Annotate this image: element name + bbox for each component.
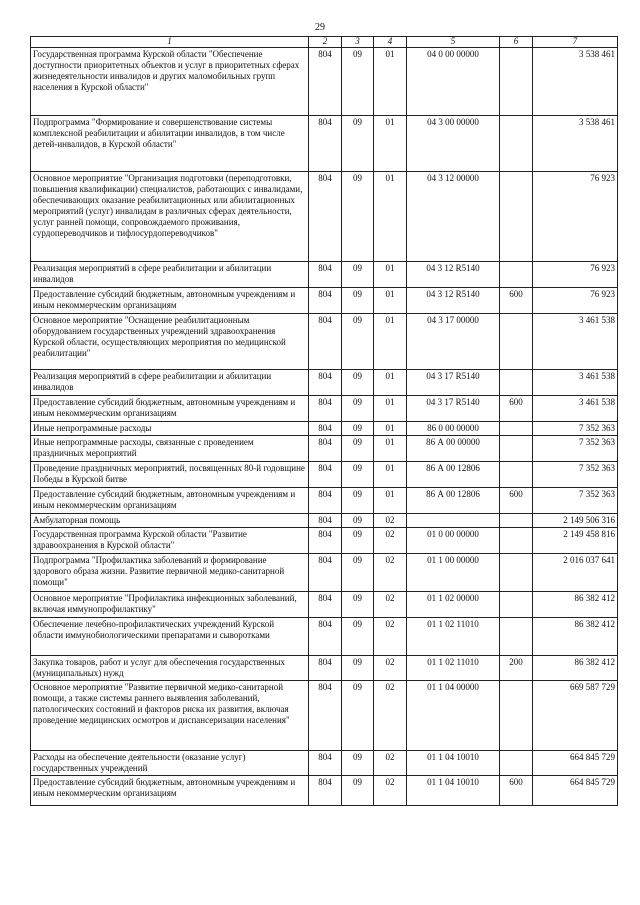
row-vr <box>500 618 533 656</box>
row-pr: 01 <box>374 172 407 262</box>
row-grbs: 804 <box>309 288 342 314</box>
row-vr <box>500 262 533 288</box>
row-rz: 09 <box>342 776 374 806</box>
row-vr <box>500 681 533 751</box>
row-vr <box>500 422 533 436</box>
row-grbs: 804 <box>309 422 342 436</box>
row-sum: 7 352 363 <box>533 422 618 436</box>
row-name: Иные непрограммные расходы <box>31 422 309 436</box>
row-rz: 09 <box>342 592 374 618</box>
budget-table <box>30 36 618 806</box>
row-csr: 01 1 04 10010 <box>407 776 500 806</box>
row-vr <box>500 370 533 396</box>
row-pr: 01 <box>374 396 407 422</box>
row-pr: 02 <box>374 776 407 806</box>
row-csr: 04 3 17 00000 <box>407 314 500 370</box>
table-row <box>31 288 618 314</box>
table-row <box>31 618 618 656</box>
table-row <box>31 262 618 288</box>
row-vr <box>500 528 533 554</box>
row-pr: 02 <box>374 618 407 656</box>
row-name: Предоставление субсидий бюджетным, автономным учреждениям и иным некоммерческим организациям <box>31 488 309 514</box>
table-row <box>31 554 618 592</box>
header-cell: 4 <box>374 37 407 48</box>
row-csr: 04 3 12 00000 <box>407 172 500 262</box>
row-name: Проведение праздничных мероприятий, посвященных 80-й годовщине Победы в Курской битве <box>31 462 309 488</box>
row-sum: 3 461 538 <box>533 314 618 370</box>
row-rz: 09 <box>342 314 374 370</box>
row-sum: 3 538 461 <box>533 48 618 116</box>
row-grbs: 804 <box>309 396 342 422</box>
row-sum: 2 016 037 641 <box>533 554 618 592</box>
row-grbs: 804 <box>309 262 342 288</box>
row-rz: 09 <box>342 488 374 514</box>
row-vr <box>500 462 533 488</box>
row-pr: 01 <box>374 288 407 314</box>
row-pr: 01 <box>374 436 407 462</box>
row-vr <box>500 554 533 592</box>
row-grbs: 804 <box>309 592 342 618</box>
row-name: Предоставление субсидий бюджетным, автономным учреждениям и иным некоммерческим организациям <box>31 396 309 422</box>
row-pr: 02 <box>374 554 407 592</box>
row-pr: 01 <box>374 370 407 396</box>
row-rz: 09 <box>342 48 374 116</box>
row-rz: 09 <box>342 656 374 681</box>
row-rz: 09 <box>342 396 374 422</box>
table-row <box>31 656 618 681</box>
row-vr <box>500 314 533 370</box>
row-rz: 09 <box>342 528 374 554</box>
table-row <box>31 422 618 436</box>
row-name: Реализация мероприятий в сфере реабилитации и абилитации инвалидов <box>31 370 309 396</box>
row-rz: 09 <box>342 116 374 172</box>
row-name: Реализация мероприятий в сфере реабилитации и абилитации инвалидов <box>31 262 309 288</box>
page-number: 29 <box>315 22 325 33</box>
row-rz: 09 <box>342 288 374 314</box>
row-vr: 600 <box>500 396 533 422</box>
row-name: Иные непрограммные расходы, связанные с проведением праздничных мероприятий <box>31 436 309 462</box>
row-sum: 7 352 363 <box>533 462 618 488</box>
row-csr <box>407 514 500 528</box>
table-row <box>31 751 618 776</box>
row-rz: 09 <box>342 462 374 488</box>
header-cell: 3 <box>342 37 374 48</box>
row-csr: 86 А 00 12806 <box>407 488 500 514</box>
row-vr: 200 <box>500 656 533 681</box>
table-row <box>31 172 618 262</box>
row-pr: 01 <box>374 462 407 488</box>
row-sum: 669 587 729 <box>533 681 618 751</box>
row-csr: 86 А 00 00000 <box>407 436 500 462</box>
row-csr: 04 3 17 R5140 <box>407 396 500 422</box>
row-name: Амбулаторная помощь <box>31 514 309 528</box>
row-rz: 09 <box>342 422 374 436</box>
row-name: Государственная программа Курской области "Обеспечение доступности приоритетных объектов и услуг в приоритетных сферах жизнедеятельности инвалидов и других маломобильных групп населения в Курской области" <box>31 48 309 116</box>
row-csr: 04 3 17 R5140 <box>407 370 500 396</box>
row-csr: 86 А 00 12806 <box>407 462 500 488</box>
row-name: Основное мероприятие "Развитие первичной медико-санитарной помощи, а также системы раннего выявления заболеваний, патологических состояний и факторов риска их развития, включая проведение медицинских осмотров и диспансеризации населения" <box>31 681 309 751</box>
table-row <box>31 776 618 806</box>
row-name: Подпрограмма "Формирование и совершенствование системы комплексной реабилитации и абилитации инвалидов, в том числе детей-инвалидов, в Курской области" <box>31 116 309 172</box>
row-csr: 01 1 02 00000 <box>407 592 500 618</box>
row-pr: 02 <box>374 528 407 554</box>
row-grbs: 804 <box>309 681 342 751</box>
row-sum: 3 461 538 <box>533 396 618 422</box>
header-cell: 5 <box>407 37 500 48</box>
row-sum: 664 845 729 <box>533 751 618 776</box>
row-name: Предоставление субсидий бюджетным, автономным учреждениям и иным некоммерческим организациям <box>31 288 309 314</box>
row-rz: 09 <box>342 514 374 528</box>
row-sum: 76 923 <box>533 262 618 288</box>
row-pr: 02 <box>374 681 407 751</box>
row-rz: 09 <box>342 681 374 751</box>
row-grbs: 804 <box>309 554 342 592</box>
row-csr: 01 1 04 10010 <box>407 751 500 776</box>
row-rz: 09 <box>342 172 374 262</box>
row-vr <box>500 172 533 262</box>
row-csr: 04 3 00 00000 <box>407 116 500 172</box>
row-pr: 01 <box>374 422 407 436</box>
row-grbs: 804 <box>309 488 342 514</box>
row-rz: 09 <box>342 370 374 396</box>
row-sum: 7 352 363 <box>533 436 618 462</box>
row-csr: 04 0 00 00000 <box>407 48 500 116</box>
row-grbs: 804 <box>309 116 342 172</box>
row-pr: 01 <box>374 262 407 288</box>
row-sum: 3 538 461 <box>533 116 618 172</box>
header-cell: 2 <box>309 37 342 48</box>
header-cell: 7 <box>533 37 618 48</box>
row-grbs: 804 <box>309 618 342 656</box>
row-name: Основное мероприятие "Оснащение реабилитационным оборудованием государственных учреждений здравоохранения Курской области, осуществляющих мероприятия по медицинской реабилитации" <box>31 314 309 370</box>
row-grbs: 804 <box>309 528 342 554</box>
row-pr: 01 <box>374 48 407 116</box>
row-vr <box>500 751 533 776</box>
row-pr: 02 <box>374 751 407 776</box>
row-sum: 3 461 538 <box>533 370 618 396</box>
row-pr: 02 <box>374 656 407 681</box>
table-row <box>31 592 618 618</box>
table-row <box>31 488 618 514</box>
row-rz: 09 <box>342 618 374 656</box>
row-csr: 01 1 02 11010 <box>407 618 500 656</box>
row-sum: 7 352 363 <box>533 488 618 514</box>
row-sum: 2 149 506 316 <box>533 514 618 528</box>
row-name: Подпрограмма "Профилактика заболеваний и формирование здорового образа жизни. Развитие первичной медико-санитарной помощи" <box>31 554 309 592</box>
header-row <box>31 37 618 48</box>
table-row <box>31 528 618 554</box>
row-grbs: 804 <box>309 48 342 116</box>
row-pr: 02 <box>374 592 407 618</box>
row-name: Государственная программа Курской области "Развитие здравоохранения в Курской области" <box>31 528 309 554</box>
row-csr: 04 3 12 R5140 <box>407 262 500 288</box>
row-rz: 09 <box>342 436 374 462</box>
table-row <box>31 436 618 462</box>
table-row <box>31 514 618 528</box>
row-vr <box>500 436 533 462</box>
row-vr <box>500 592 533 618</box>
row-rz: 09 <box>342 751 374 776</box>
table-row <box>31 396 618 422</box>
row-sum: 664 845 729 <box>533 776 618 806</box>
row-pr: 01 <box>374 488 407 514</box>
row-grbs: 804 <box>309 314 342 370</box>
row-grbs: 804 <box>309 751 342 776</box>
row-vr: 600 <box>500 488 533 514</box>
row-rz: 09 <box>342 262 374 288</box>
table-row <box>31 48 618 116</box>
row-sum: 76 923 <box>533 288 618 314</box>
row-grbs: 804 <box>309 436 342 462</box>
row-sum: 76 923 <box>533 172 618 262</box>
row-vr: 600 <box>500 776 533 806</box>
row-rz: 09 <box>342 554 374 592</box>
table-row <box>31 681 618 751</box>
table-row <box>31 370 618 396</box>
row-csr: 01 0 00 00000 <box>407 528 500 554</box>
row-vr <box>500 116 533 172</box>
row-sum: 86 382 412 <box>533 618 618 656</box>
row-pr: 01 <box>374 314 407 370</box>
header-cell: 6 <box>500 37 533 48</box>
row-vr: 600 <box>500 288 533 314</box>
row-grbs: 804 <box>309 172 342 262</box>
header-cell: 1 <box>31 37 309 48</box>
row-pr: 02 <box>374 514 407 528</box>
row-grbs: 804 <box>309 514 342 528</box>
row-grbs: 804 <box>309 656 342 681</box>
row-sum: 86 382 412 <box>533 656 618 681</box>
row-csr: 01 1 04 00000 <box>407 681 500 751</box>
row-name: Обеспечение лечебно-профилактических учреждений Курской области иммунобиологическими препаратами и сыворотками <box>31 618 309 656</box>
row-name: Расходы на обеспечение деятельности (оказание услуг) государственных учреждений <box>31 751 309 776</box>
row-grbs: 804 <box>309 776 342 806</box>
row-name: Закупка товаров, работ и услуг для обеспечения государственных (муниципальных) нужд <box>31 656 309 681</box>
row-sum: 86 382 412 <box>533 592 618 618</box>
row-sum: 2 149 458 816 <box>533 528 618 554</box>
row-pr: 01 <box>374 116 407 172</box>
row-csr: 01 1 00 00000 <box>407 554 500 592</box>
table-row <box>31 314 618 370</box>
row-name: Основное мероприятие "Профилактика инфекционных заболеваний, включая иммунопрофилактику" <box>31 592 309 618</box>
row-name: Основное мероприятие "Организация подготовки (переподготовки, повышения квалификации) специалистов, работающих с инвалидами, обеспечивающих оказание реабилитационных или абилитационных мероприятий (услуг) инвалидам в различных сферах деятельности, услуг ранней помощи, сопровождаемого проживания, сурдопереводчиков и тифлосурдопереводчиков" <box>31 172 309 262</box>
row-csr: 01 1 02 11010 <box>407 656 500 681</box>
row-name: Предоставление субсидий бюджетным, автономным учреждениям и иным некоммерческим организациям <box>31 776 309 806</box>
row-grbs: 804 <box>309 370 342 396</box>
table-row <box>31 116 618 172</box>
table-row <box>31 462 618 488</box>
row-csr: 04 3 12 R5140 <box>407 288 500 314</box>
row-grbs: 804 <box>309 462 342 488</box>
row-csr: 86 0 00 00000 <box>407 422 500 436</box>
row-vr <box>500 48 533 116</box>
row-vr <box>500 514 533 528</box>
